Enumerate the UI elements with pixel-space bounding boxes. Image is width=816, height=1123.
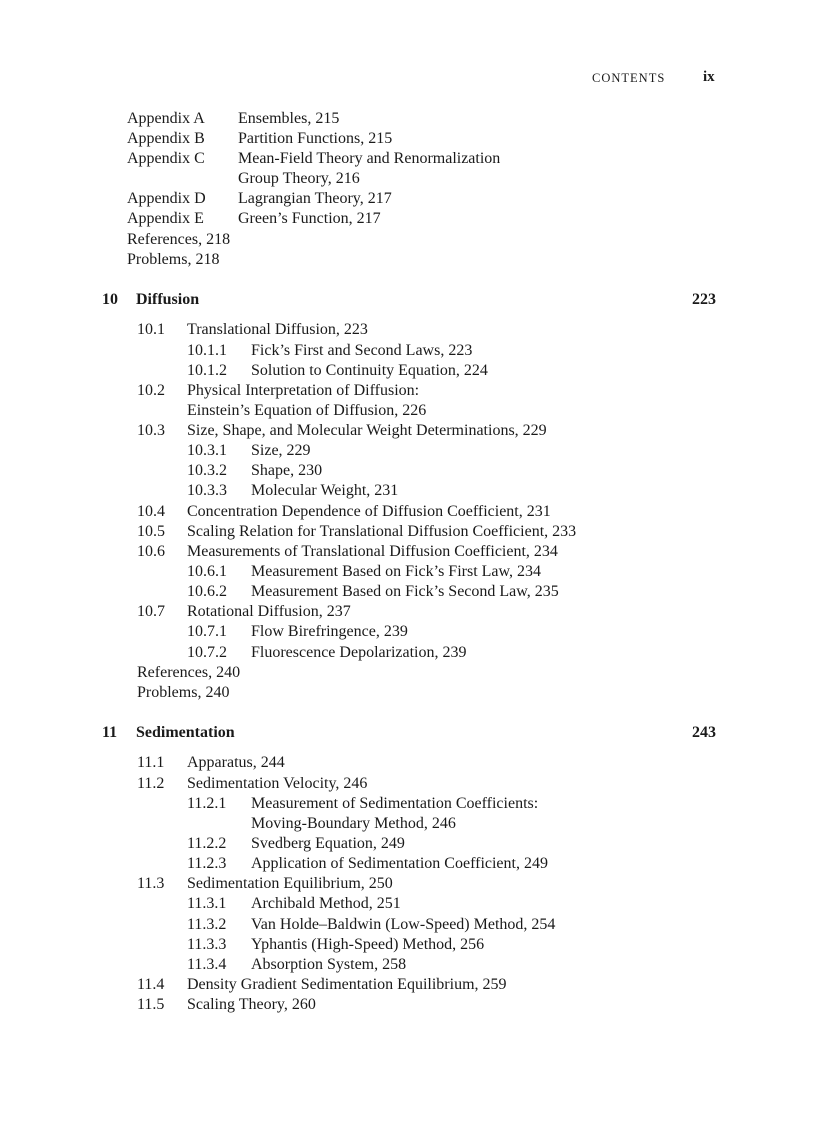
- toc-chapter-10-page: 223: [692, 291, 716, 308]
- toc-references: References, 218: [127, 231, 231, 248]
- toc-chapter-11: 11 Sedimentation: [102, 724, 235, 741]
- toc-subsection: 11.3.2 Van Holde–Baldwin (Low-Speed) Method, 254: [187, 916, 556, 933]
- toc-subsection: 11.3.3 Yphantis (High-Speed) Method, 256: [187, 936, 485, 953]
- toc-subsection: 10.3.2 Shape, 230: [187, 462, 323, 479]
- toc-appendix-c: Appendix C Mean-Field Theory and Renormalization: [127, 150, 501, 167]
- toc-section: 11.5 Scaling Theory, 260: [137, 996, 316, 1013]
- page-number: ix: [703, 69, 715, 85]
- toc-appendix-c-cont: Group Theory, 216: [238, 170, 360, 187]
- toc-subsection-cont: Moving-Boundary Method, 246: [251, 815, 456, 832]
- toc-subsection: 10.3.1 Size, 229: [187, 442, 311, 459]
- toc-section: 10.4 Concentration Dependence of Diffusion Coefficient, 231: [137, 503, 551, 520]
- toc-appendix-b: Appendix B Partition Functions, 215: [127, 130, 393, 147]
- toc-subsection: 10.6.2 Measurement Based on Fick’s Second Law, 235: [187, 583, 559, 600]
- toc-section: 11.3 Sedimentation Equilibrium, 250: [137, 875, 393, 892]
- toc-appendix-e: Appendix E Green’s Function, 217: [127, 210, 381, 227]
- toc-appendix-d: Appendix D Lagrangian Theory, 217: [127, 190, 392, 207]
- toc-section: 10.1 Translational Diffusion, 223: [137, 321, 368, 338]
- toc-subsection: 11.3.1 Archibald Method, 251: [187, 895, 401, 912]
- toc-section: 10.2 Physical Interpretation of Diffusion:: [137, 382, 420, 399]
- toc-section: 10.7 Rotational Diffusion, 237: [137, 603, 351, 620]
- toc-subsection: 10.7.2 Fluorescence Depolarization, 239: [187, 644, 467, 661]
- toc-subsection: 10.1.1 Fick’s First and Second Laws, 223: [187, 342, 473, 359]
- toc-subsection: 11.2.2 Svedberg Equation, 249: [187, 835, 405, 852]
- toc-subsection: 10.7.1 Flow Birefringence, 239: [187, 623, 408, 640]
- toc-subsection: 10.1.2 Solution to Continuity Equation, 224: [187, 362, 488, 379]
- toc-subsection: 11.2.1 Measurement of Sedimentation Coefficients:: [187, 795, 539, 812]
- toc-chapter-10: 10 Diffusion: [102, 291, 200, 308]
- toc-section: 10.3 Size, Shape, and Molecular Weight Determinations, 229: [137, 422, 547, 439]
- toc-chapter-11-page: 243: [692, 724, 716, 741]
- running-header: CONTENTS: [592, 71, 666, 85]
- toc-problems: Problems, 218: [127, 251, 220, 268]
- toc-subsection: 10.6.1 Measurement Based on Fick’s First Law, 234: [187, 563, 542, 580]
- toc-subsection: 11.2.3 Application of Sedimentation Coefficient, 249: [187, 855, 548, 872]
- toc-appendix-a: Appendix A Ensembles, 215: [127, 110, 340, 127]
- toc-section: 11.2 Sedimentation Velocity, 246: [137, 775, 368, 792]
- toc-references: References, 240: [137, 664, 241, 681]
- toc-problems: Problems, 240: [137, 684, 230, 701]
- toc-section-cont: Einstein’s Equation of Diffusion, 226: [187, 402, 427, 419]
- toc-section: 10.6 Measurements of Translational Diffusion Coefficient, 234: [137, 543, 558, 560]
- toc-section: 11.4 Density Gradient Sedimentation Equilibrium, 259: [137, 976, 507, 993]
- toc-section: 10.5 Scaling Relation for Translational Diffusion Coefficient, 233: [137, 523, 577, 540]
- toc-subsection: 10.3.3 Molecular Weight, 231: [187, 482, 399, 499]
- toc-subsection: 11.3.4 Absorption System, 258: [187, 956, 407, 973]
- toc-section: 11.1 Apparatus, 244: [137, 754, 285, 771]
